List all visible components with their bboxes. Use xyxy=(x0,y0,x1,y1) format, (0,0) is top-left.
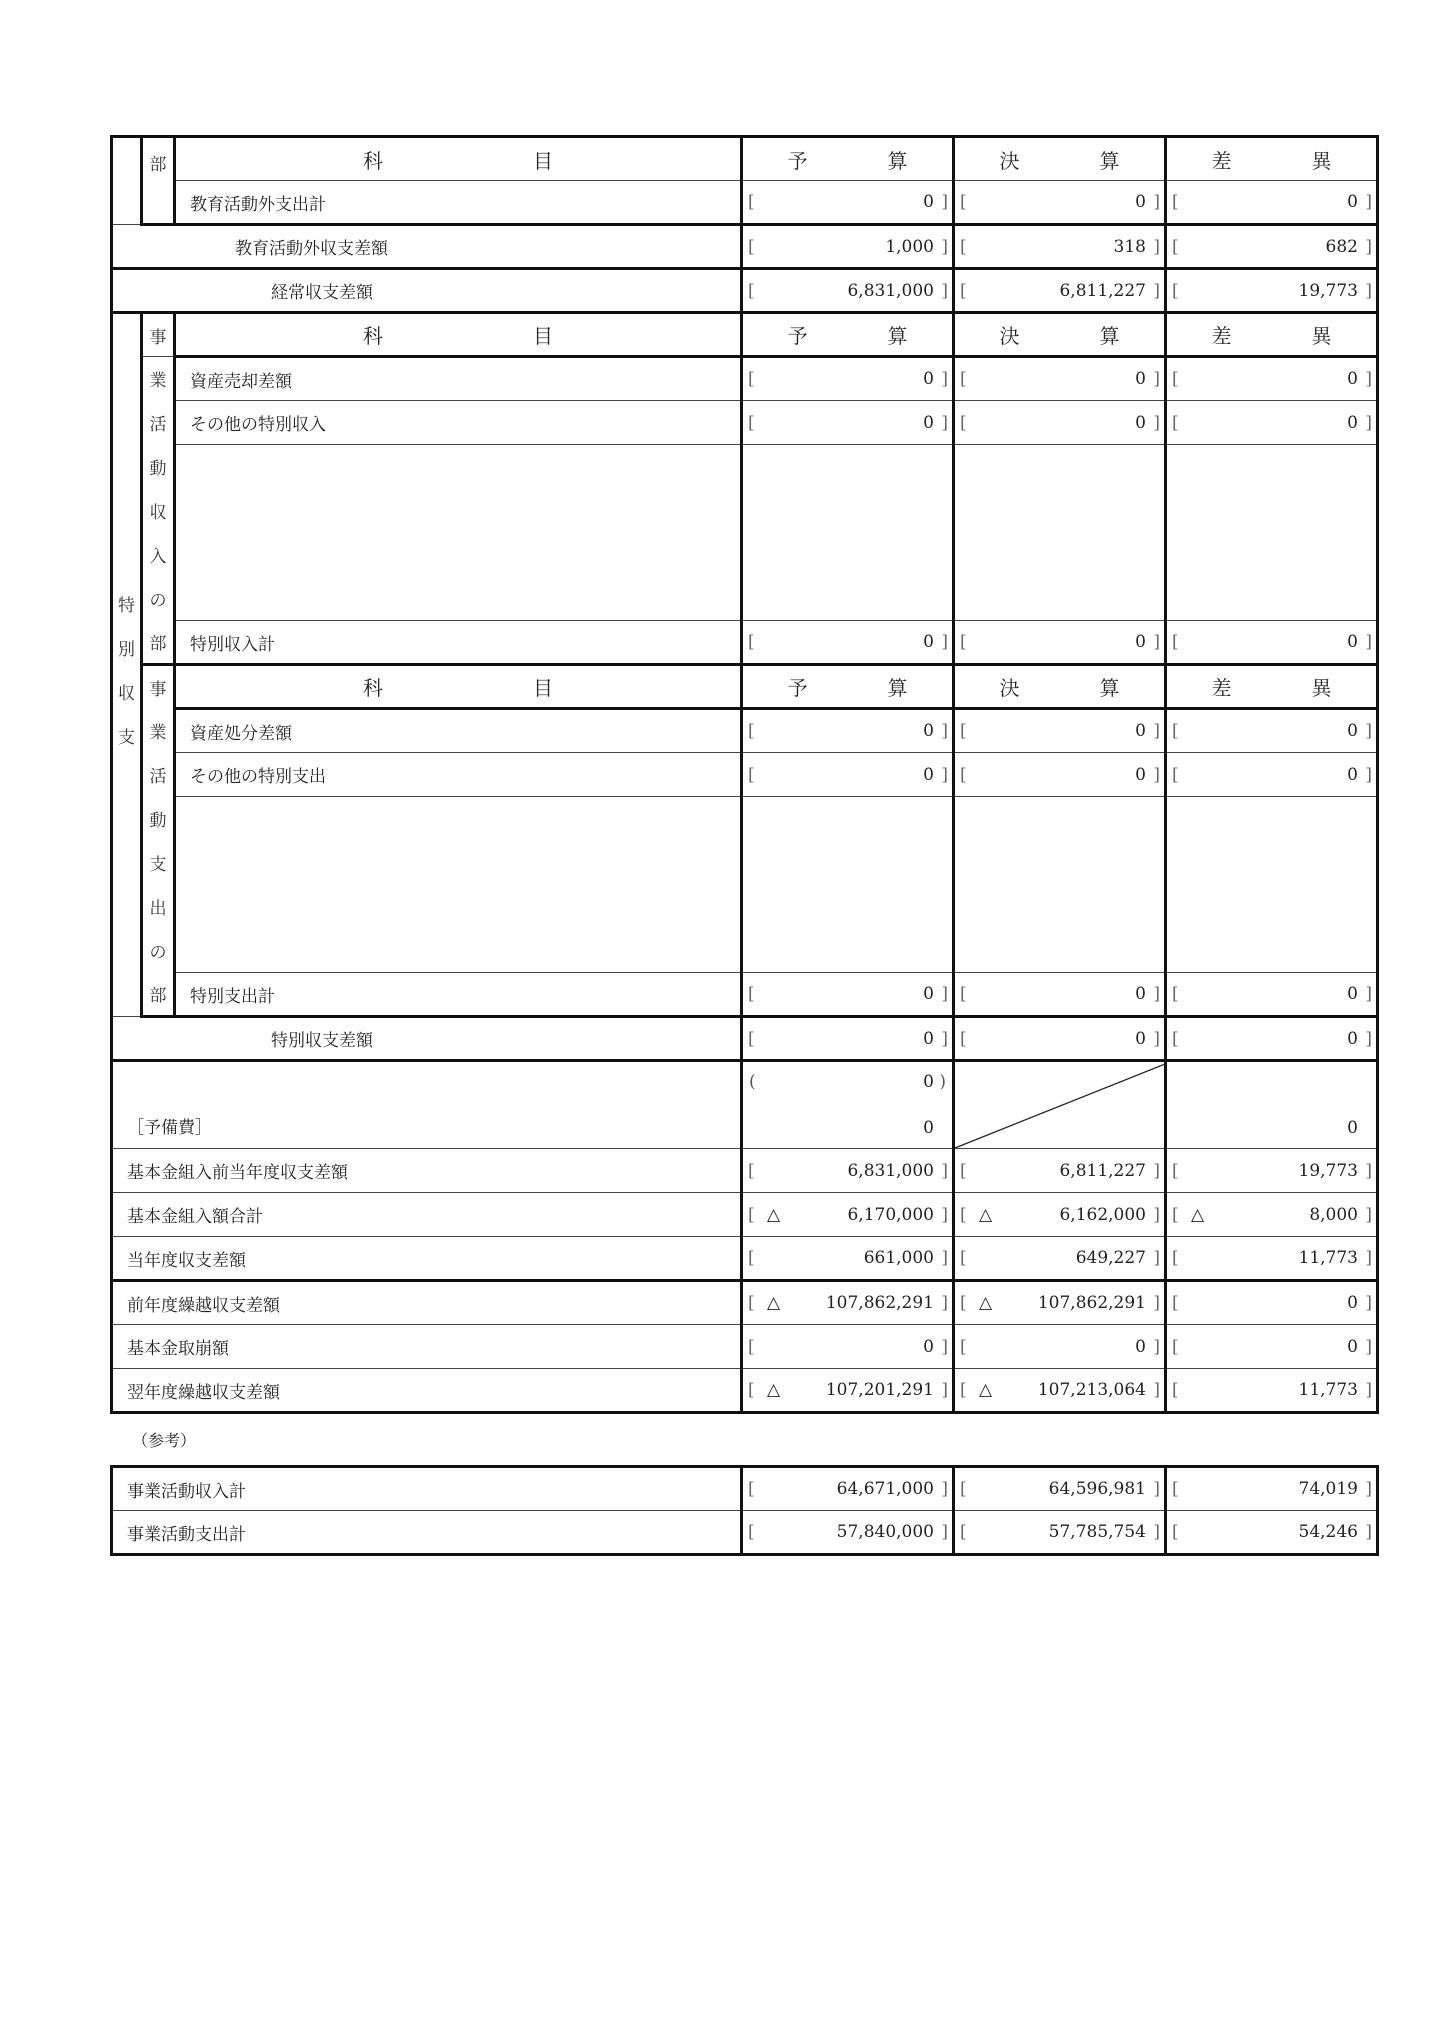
budget-cell: [ 0 ] xyxy=(742,1017,954,1061)
budget-cell: [ 661,000 ] xyxy=(742,1237,954,1281)
diff-cell: [ 0 ] xyxy=(1166,181,1378,225)
section-char: の xyxy=(142,929,175,973)
budget-cell: ( 0 ) 0 xyxy=(742,1061,954,1149)
actual-cell-diagonal xyxy=(954,1061,1166,1149)
tokubetsu-shushi-label: 特 別 収 支 xyxy=(112,313,142,1017)
income-statement-table xyxy=(110,135,1379,1414)
header-actual: 決 算 xyxy=(954,313,1166,357)
header-subject: 科 目 xyxy=(175,665,742,709)
budget-cell: [ 6,831,000 ] xyxy=(742,1149,954,1193)
actual-cell: [ 0 ] xyxy=(954,357,1166,401)
diff-cell: [ 0 ] xyxy=(1166,357,1378,401)
row-label: 基本金組入前当年度収支差額 xyxy=(112,1149,742,1193)
diff-cell: 0 xyxy=(1166,1061,1378,1149)
budget-cell: [ 64,671,000 ] xyxy=(742,1467,954,1511)
budget-cell: [ 0 ] xyxy=(742,973,954,1017)
section-char: 部 xyxy=(142,621,175,665)
header-diff: 差 異 xyxy=(1166,137,1378,181)
actual-cell: [ 318 ] xyxy=(954,225,1166,269)
row-label: 基本金取崩額 xyxy=(112,1325,742,1369)
blank-cell xyxy=(1166,445,1378,621)
budget-cell: [ 0 ] xyxy=(742,357,954,401)
row-label: 翌年度繰越収支差額 xyxy=(112,1369,742,1413)
actual-cell: [ 0 ] xyxy=(954,401,1166,445)
actual-cell: [ △ 6,162,000 ] xyxy=(954,1193,1166,1237)
section-bu-label: 部 xyxy=(142,137,175,225)
actual-cell: [ 57,785,754 ] xyxy=(954,1511,1166,1555)
row-label: 特別収支差額 xyxy=(112,1017,742,1061)
section-char: 事 xyxy=(142,313,175,357)
actual-cell: [ 0 ] xyxy=(954,1017,1166,1061)
row-label: 経常収支差額 xyxy=(112,269,742,313)
diff-cell: [ 11,773 ] xyxy=(1166,1237,1378,1281)
row-label: 教育活動外支出計 xyxy=(175,181,742,225)
actual-cell: [ 0 ] xyxy=(954,753,1166,797)
header-diff: 差 異 xyxy=(1166,665,1378,709)
actual-cell: [ 6,811,227 ] xyxy=(954,269,1166,313)
actual-cell: [ 0 ] xyxy=(954,1325,1166,1369)
diff-cell: [ △ 8,000 ] xyxy=(1166,1193,1378,1237)
budget-cell: [ △ 107,201,291 ] xyxy=(742,1369,954,1413)
section-char: 活 xyxy=(142,401,175,445)
header-actual: 決 算 xyxy=(954,665,1166,709)
diff-cell: [ 682 ] xyxy=(1166,225,1378,269)
budget-cell: [ 0 ] xyxy=(742,621,954,665)
reference-title: （参考） xyxy=(132,1431,197,1450)
budget-cell: [ △ 107,862,291 ] xyxy=(742,1281,954,1325)
diff-cell: [ 0 ] xyxy=(1166,973,1378,1017)
row-label: 特別収入計 xyxy=(175,621,742,665)
blank-cell xyxy=(1166,797,1378,973)
diff-cell: [ 19,773 ] xyxy=(1166,269,1378,313)
diff-cell: [ 0 ] xyxy=(1166,1017,1378,1061)
budget-cell: [ 0 ] xyxy=(742,709,954,753)
actual-cell: [ △ 107,213,064 ] xyxy=(954,1369,1166,1413)
actual-cell: [ △ 107,862,291 ] xyxy=(954,1281,1166,1325)
section-char: 業 xyxy=(142,357,175,401)
blank-cell xyxy=(175,797,742,973)
actual-cell: [ 649,227 ] xyxy=(954,1237,1166,1281)
diff-cell: [ 0 ] xyxy=(1166,709,1378,753)
blank-cell xyxy=(954,797,1166,973)
budget-cell: [ 0 ] xyxy=(742,753,954,797)
section-char: の xyxy=(142,577,175,621)
budget-cell: [ 0 ] xyxy=(742,401,954,445)
reference-table xyxy=(110,1465,1379,1556)
section-char: 業 xyxy=(142,709,175,753)
header-subject: 科 目 xyxy=(175,137,742,181)
diff-cell: [ 0 ] xyxy=(1166,1281,1378,1325)
row-label: その他の特別収入 xyxy=(175,401,742,445)
section-char: 支 xyxy=(142,841,175,885)
row-label: 教育活動外収支差額 xyxy=(112,225,742,269)
row-label: 当年度収支差額 xyxy=(112,1237,742,1281)
section-char: 動 xyxy=(142,445,175,489)
row-label: 事業活動収入計 xyxy=(112,1467,742,1511)
actual-cell: [ 6,811,227 ] xyxy=(954,1149,1166,1193)
row-label: ［予備費］ xyxy=(112,1061,742,1149)
diff-cell: [ 0 ] xyxy=(1166,621,1378,665)
budget-cell: [ 57,840,000 ] xyxy=(742,1511,954,1555)
blank-cell xyxy=(175,445,742,621)
header-actual: 決 算 xyxy=(954,137,1166,181)
actual-cell: [ 64,596,981 ] xyxy=(954,1467,1166,1511)
row-label: 前年度繰越収支差額 xyxy=(112,1281,742,1325)
actual-cell: [ 0 ] xyxy=(954,709,1166,753)
actual-cell: [ 0 ] xyxy=(954,181,1166,225)
blank-cell xyxy=(954,445,1166,621)
actual-cell: [ 0 ] xyxy=(954,621,1166,665)
section-char: 動 xyxy=(142,797,175,841)
budget-cell: [ 1,000 ] xyxy=(742,225,954,269)
section-char: 事 xyxy=(142,665,175,709)
diff-cell: [ 19,773 ] xyxy=(1166,1149,1378,1193)
section-char: 収 xyxy=(142,489,175,533)
diff-cell: [ 74,019 ] xyxy=(1166,1467,1378,1511)
budget-cell: [ 0 ] xyxy=(742,1325,954,1369)
budget-cell: [ △ 6,170,000 ] xyxy=(742,1193,954,1237)
diagonal-line xyxy=(955,1062,1166,1149)
row-label: その他の特別支出 xyxy=(175,753,742,797)
row-label: 基本金組入額合計 xyxy=(112,1193,742,1237)
diff-cell: [ 11,773 ] xyxy=(1166,1369,1378,1413)
section-char: 部 xyxy=(142,973,175,1017)
row-label: 事業活動支出計 xyxy=(112,1511,742,1555)
row-label: 資産処分差額 xyxy=(175,709,742,753)
header-budget: 予 算 xyxy=(742,313,954,357)
blank-cell xyxy=(742,797,954,973)
header-budget: 予 算 xyxy=(742,137,954,181)
blank-cell xyxy=(742,445,954,621)
diff-cell: [ 0 ] xyxy=(1166,1325,1378,1369)
section-char: 活 xyxy=(142,753,175,797)
row-label: 資産売却差額 xyxy=(175,357,742,401)
header-budget: 予 算 xyxy=(742,665,954,709)
diff-cell: [ 0 ] xyxy=(1166,753,1378,797)
budget-cell: [ 0 ] xyxy=(742,181,954,225)
section-char: 入 xyxy=(142,533,175,577)
diff-cell: [ 54,246 ] xyxy=(1166,1511,1378,1555)
actual-cell: [ 0 ] xyxy=(954,973,1166,1017)
header-subject: 科 目 xyxy=(175,313,742,357)
budget-cell: [ 6,831,000 ] xyxy=(742,269,954,313)
section-char: 出 xyxy=(142,885,175,929)
row-label: 特別支出計 xyxy=(175,973,742,1017)
side-blank-cell xyxy=(112,137,142,225)
diff-cell: [ 0 ] xyxy=(1166,401,1378,445)
header-diff: 差 異 xyxy=(1166,313,1378,357)
